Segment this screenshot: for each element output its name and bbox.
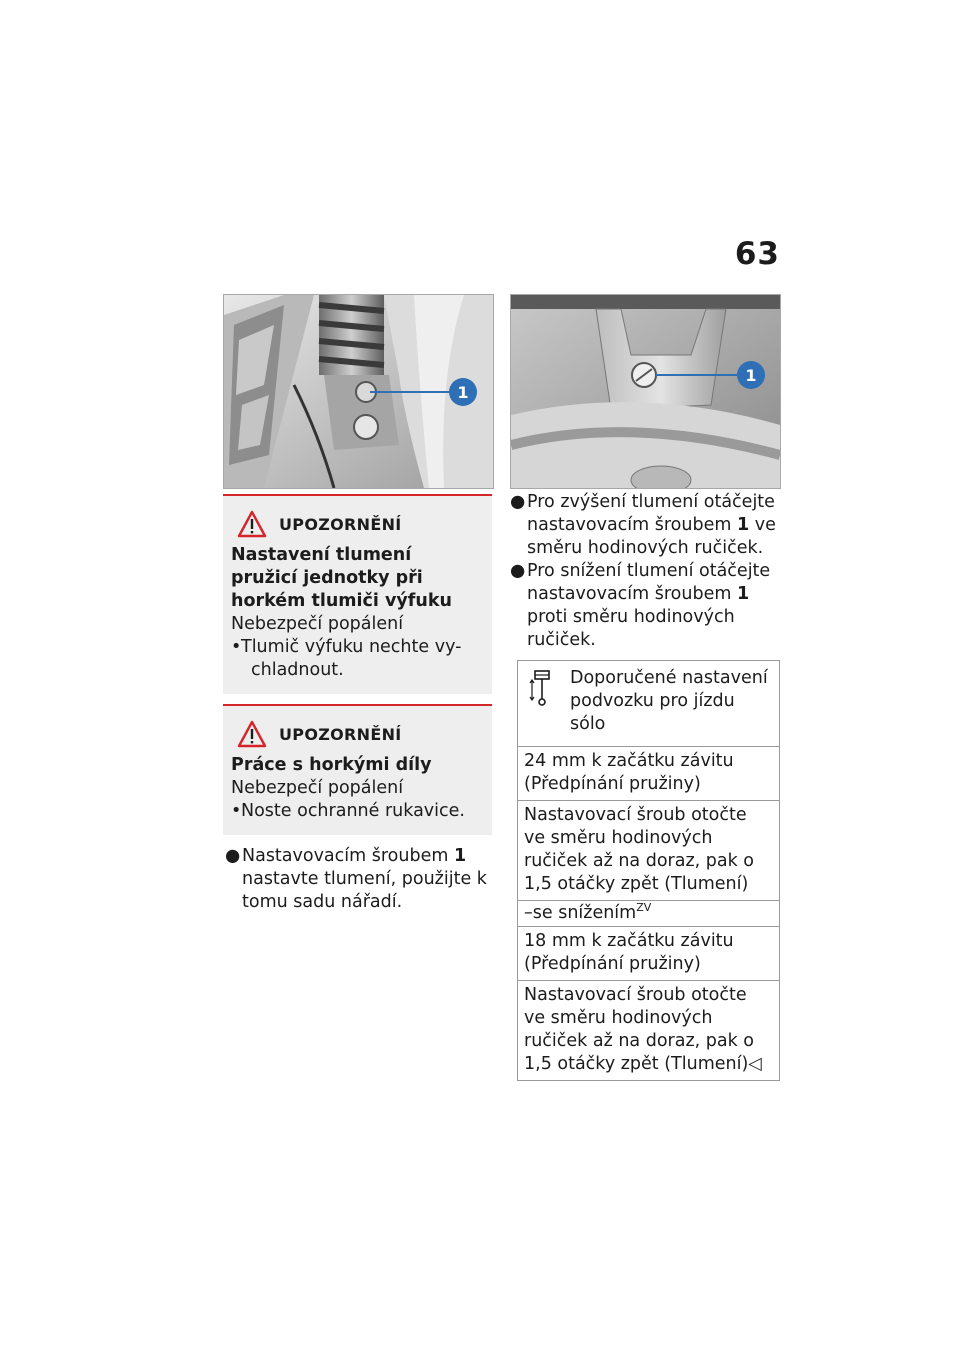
variant-superscript: ZV	[636, 901, 652, 915]
warning-action-line1: Noste ochranné rukavice.	[241, 801, 465, 821]
step-text: Pro snížení tlumení otáčejte nastavovacím šroubem	[527, 561, 771, 604]
instruction-step	[510, 491, 781, 560]
page-number: 63	[734, 236, 780, 272]
spec-row-preload: 24 mm k začátku závitu (Předpínání pružiny)	[518, 747, 779, 801]
warning-triangle-icon	[237, 720, 267, 748]
bullet-dot: ●	[225, 846, 241, 866]
left-column	[223, 494, 492, 914]
warning-triangle-icon	[237, 510, 267, 538]
suspension-setting-icon	[526, 667, 558, 707]
spec-row-preload-lowered: 18 mm k začátku závitu (Předpínání pružiny)	[518, 927, 779, 981]
shock-absorber-photo	[223, 294, 494, 489]
warning-action	[231, 636, 482, 682]
step-ref: 1	[736, 515, 750, 535]
spec-row-damping-lowered: Nastavovací šroub otočte ve směru hodinových ručiček až na doraz, pak o 1,5 otáčky zpět (Tlumení)◁	[524, 985, 762, 1074]
step-ref: 1	[453, 846, 467, 866]
bullet-dot: ●	[510, 492, 526, 512]
step-text-cont: nastavte tlumení, použijte k tomu sadu nářadí.	[242, 869, 487, 912]
variant-label: –se snížením	[524, 903, 637, 923]
spec-row-damping: Nastavovací šroub otočte ve směru hodinových ručiček až na doraz, pak o 1,5 otáčky zpět (Tlumení)	[518, 801, 779, 901]
warning-action	[231, 800, 482, 823]
warning-box-1	[223, 494, 492, 694]
warning-header	[237, 510, 482, 538]
callout-1-right: 1	[745, 366, 757, 385]
warning-subtitle: Nastavení tlumení pružicí jednotky při horkém tlumiči výfuku	[231, 545, 452, 611]
warning-subtitle: Práce s horkými díly	[231, 755, 432, 775]
callout-1-left: 1	[457, 383, 469, 402]
instruction-step	[510, 560, 781, 652]
adjusting-screw-photo	[510, 294, 781, 489]
step-text-cont: proti směru hodinových ručiček.	[527, 607, 735, 650]
warning-action-line2: chladnout.	[251, 660, 344, 680]
right-column	[510, 491, 781, 1081]
step-text: Nastavovacím šroubem	[242, 846, 449, 866]
bullet-dot: ●	[510, 561, 526, 581]
spec-table-title: Doporučené nastavení podvozku pro jízdu sólo	[570, 668, 768, 734]
step-text: Pro zvýšení tlumení otáčejte nastavovacím šroubem	[527, 492, 775, 535]
warning-action-line1: Tlumič výfuku nechte vy-	[241, 637, 462, 657]
warning-box-2	[223, 704, 492, 835]
warning-title: UPOZORNĚNÍ	[279, 724, 402, 744]
step-text-cont: ve směru hodinových ručiček.	[527, 515, 776, 558]
spec-table-header	[518, 661, 779, 747]
warning-header	[237, 720, 482, 748]
warning-title: UPOZORNĚNÍ	[279, 514, 402, 534]
warning-hazard: Nebezpečí popálení	[231, 614, 404, 634]
spec-table	[517, 660, 780, 1081]
spec-row-variant-label	[518, 901, 779, 927]
instruction-step	[225, 845, 492, 914]
step-ref: 1	[736, 584, 750, 604]
warning-hazard: Nebezpečí popálení	[231, 778, 404, 798]
